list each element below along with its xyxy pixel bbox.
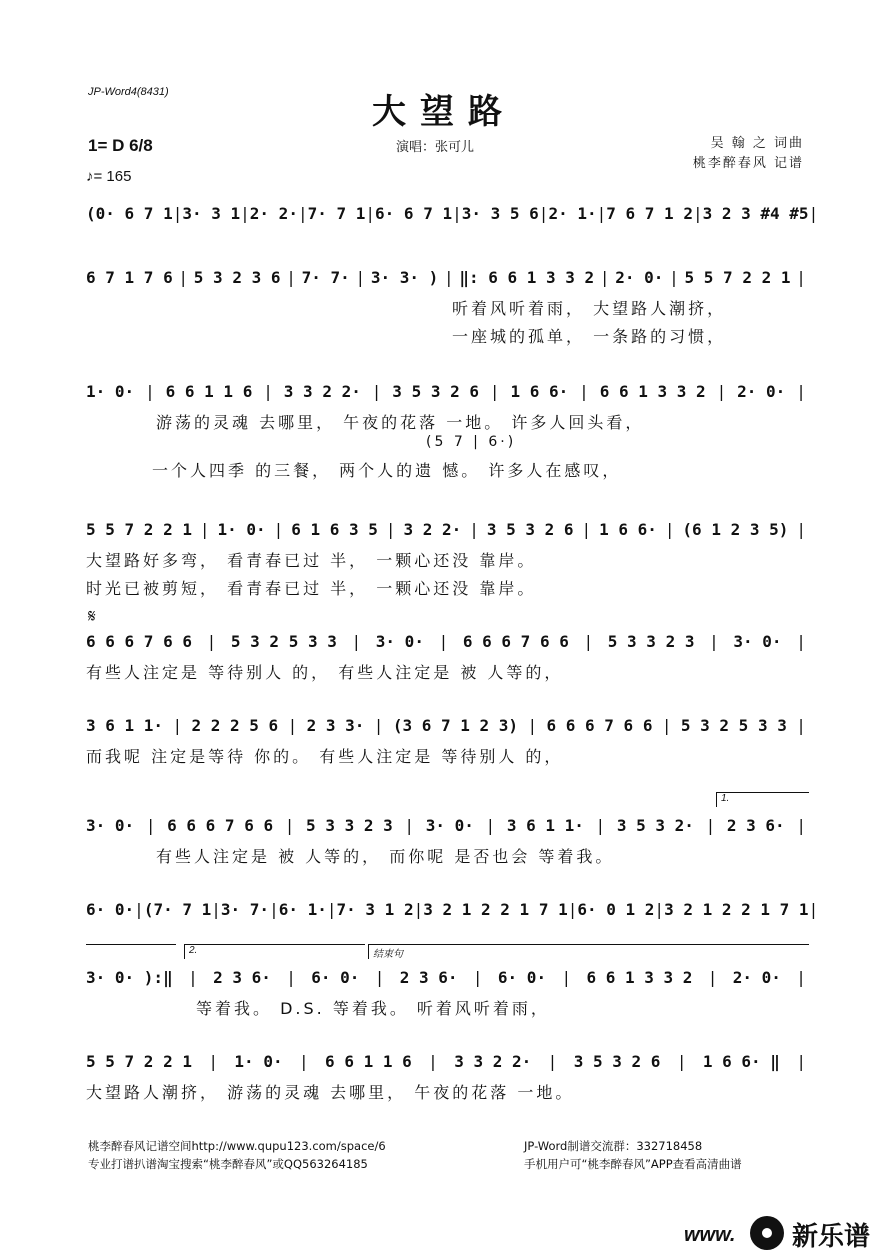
barline: | bbox=[669, 267, 679, 287]
lyric-verse-1: 而我呢 注定是等待 你的。 有些人注定是 等待别人 的， bbox=[86, 747, 564, 766]
barline: | bbox=[443, 267, 454, 287]
measure: 7· 3 1 2 bbox=[336, 899, 414, 919]
footer-qq-group: JP-Word制谱交流群：332718458 bbox=[524, 1139, 703, 1153]
second-ending-bracket: 2. bbox=[184, 944, 365, 959]
tempo-mark: ♪= 165 bbox=[86, 168, 132, 185]
measure: 3 5 3 2 6 bbox=[486, 519, 574, 539]
footer-taobao-note: 专业打谱扒谱淘宝搜索“桃李醉春风”或QQ563264185 bbox=[88, 1157, 368, 1171]
measure: 1 6 6· ‖ bbox=[702, 1051, 780, 1071]
barline: | bbox=[287, 715, 298, 735]
notation-line bbox=[86, 264, 806, 290]
barline: | bbox=[808, 899, 819, 919]
lyric-verse-2: 一个人四季 的三餐， 两个人的遗 憾。 许多人在感叹， bbox=[152, 461, 622, 480]
measure: 3· 3 5 6 bbox=[461, 203, 539, 223]
barline: | bbox=[134, 899, 144, 919]
barline: | bbox=[796, 967, 806, 987]
barline: | bbox=[705, 815, 716, 835]
barline: | bbox=[438, 631, 449, 651]
barline: | bbox=[561, 967, 572, 987]
barline: | bbox=[326, 899, 337, 919]
measure: 6 6 1 1 6 bbox=[165, 381, 253, 401]
footer-space-link: 桃李醉春风记谱空间http://www.qupu123.com/space/6 bbox=[88, 1139, 386, 1153]
measure: 2 2 2 5 6 bbox=[191, 715, 279, 735]
barline: | bbox=[355, 267, 366, 287]
barline: | bbox=[547, 1051, 558, 1071]
barline: | bbox=[692, 203, 703, 223]
measure: 6· 0· bbox=[497, 967, 547, 987]
notation-line bbox=[86, 628, 806, 654]
measure: 2· 0· bbox=[615, 267, 664, 287]
lyric-verse-2: 一座城的孤单， 一条路的习惯， bbox=[452, 327, 727, 346]
barline: | bbox=[661, 715, 672, 735]
barline: | bbox=[284, 815, 295, 835]
measure: 6· 1· bbox=[278, 899, 327, 919]
measure: 3 6 1 1· bbox=[86, 715, 164, 735]
barline: | bbox=[208, 1051, 219, 1071]
barline: | bbox=[676, 1051, 687, 1071]
barline: | bbox=[527, 715, 538, 735]
barline: | bbox=[404, 815, 415, 835]
measure: 1· 0· bbox=[234, 1051, 283, 1071]
barline: | bbox=[297, 203, 308, 223]
barline: | bbox=[707, 967, 718, 987]
measure: 1· 0· bbox=[217, 519, 266, 539]
barline: | bbox=[796, 519, 806, 539]
transcriber-credit: 桃李醉春风 记谱 bbox=[692, 156, 804, 171]
barline: | bbox=[485, 815, 496, 835]
barline: | bbox=[469, 519, 479, 539]
measure: 3 3 2 2· bbox=[454, 1051, 532, 1071]
site-logo: 新乐谱 bbox=[792, 1222, 871, 1252]
measure: 1· 0· bbox=[86, 381, 135, 401]
variant-notes: (5 7 | 6·) bbox=[426, 434, 517, 450]
measure: 6· 0· bbox=[86, 899, 135, 919]
notation-line bbox=[86, 896, 819, 922]
measure: 3· 0· bbox=[733, 631, 782, 651]
measure: 3· 3· ) bbox=[370, 267, 439, 287]
barline: | bbox=[538, 203, 549, 223]
measure: 2 3 6· bbox=[726, 815, 785, 835]
barline: | bbox=[796, 1051, 806, 1071]
measure: 5 5 7 2 2 1 bbox=[684, 267, 791, 287]
barline: | bbox=[299, 1051, 309, 1071]
measure: 6 7 1 7 6 bbox=[86, 267, 173, 287]
barline: | bbox=[269, 899, 279, 919]
lyric-verse-1: 游荡的灵魂 去哪里， 午夜的花落 一地。 许多人回头看， bbox=[156, 413, 645, 432]
measure: 5 3 3 2 3 bbox=[306, 815, 393, 835]
coda-bracket: 结束句 bbox=[368, 944, 809, 959]
measure: 7· 7 1 bbox=[307, 203, 366, 223]
barline: | bbox=[579, 381, 589, 401]
measure: 6 6 1 3 3 2 bbox=[586, 967, 693, 987]
measure: 5 3 3 2 3 bbox=[607, 631, 695, 651]
notation-line bbox=[86, 516, 806, 542]
measure: 3 6 1 1· bbox=[506, 815, 584, 835]
lyric-verse-1: 有些人注定是 被 人等的， 而你呢 是否也会 等着我。 bbox=[156, 847, 615, 866]
barline: | bbox=[796, 715, 806, 735]
song-title: 大望路 bbox=[372, 92, 516, 132]
barline: | bbox=[654, 899, 665, 919]
barline: | bbox=[373, 715, 384, 735]
barline: | bbox=[583, 631, 594, 651]
barline: | bbox=[428, 1051, 438, 1071]
barline: | bbox=[452, 203, 462, 223]
measure: 3 3 2 2· bbox=[283, 381, 361, 401]
measure: (6 1 2 3 5) bbox=[682, 519, 789, 539]
measure: 3· 0· bbox=[425, 815, 474, 835]
barline: | bbox=[351, 631, 362, 651]
measure: 5 3 2 5 3 3 bbox=[230, 631, 337, 651]
barline: | bbox=[263, 381, 273, 401]
notation-line bbox=[86, 200, 819, 226]
barline: | bbox=[145, 381, 155, 401]
measure: 6 6 1 3 3 2 bbox=[599, 381, 706, 401]
barline: | bbox=[581, 519, 592, 539]
barline: | bbox=[796, 267, 806, 287]
barline: | bbox=[371, 381, 382, 401]
barline: | bbox=[567, 899, 578, 919]
measure: 1 6 6· bbox=[510, 381, 569, 401]
measure: 6· 6 7 1 bbox=[375, 203, 453, 223]
barline: | bbox=[716, 381, 727, 401]
barline: | bbox=[596, 203, 607, 223]
barline: | bbox=[172, 203, 183, 223]
barline: | bbox=[796, 381, 806, 401]
measure: 3· 3 1 bbox=[182, 203, 241, 223]
lyric-verse-1: 听着风听着雨， 大望路人潮挤， bbox=[452, 299, 727, 318]
barline: | bbox=[413, 899, 424, 919]
measure: 5 5 7 2 2 1 bbox=[86, 1051, 192, 1071]
barline: | bbox=[188, 967, 198, 987]
measure: 3· 7· bbox=[220, 899, 270, 919]
segno-mark: 𝄋 bbox=[88, 606, 96, 626]
measure: 2 3 6· bbox=[399, 967, 458, 987]
barline: | bbox=[273, 519, 284, 539]
barline: | bbox=[365, 203, 376, 223]
measure: 6· 0 1 2 bbox=[577, 899, 655, 919]
barline: | bbox=[599, 267, 610, 287]
barline: | bbox=[385, 519, 396, 539]
measure: 2· 1· bbox=[548, 203, 597, 223]
footer-app-note: 手机用户可“桃李醉春风”APP查看高清曲谱 bbox=[524, 1157, 742, 1171]
barline: | bbox=[472, 967, 483, 987]
measure: 2· 0· bbox=[737, 381, 786, 401]
barline: | bbox=[796, 815, 806, 835]
measure: ‖: 6 6 1 3 3 2 bbox=[459, 267, 595, 287]
notation-line bbox=[86, 812, 806, 838]
notation-line bbox=[86, 712, 806, 738]
measure: 2 3 6· bbox=[213, 967, 271, 987]
barline: | bbox=[240, 203, 250, 223]
barline: | bbox=[211, 899, 221, 919]
watermark-www: www. bbox=[684, 1224, 736, 1246]
barline: | bbox=[172, 715, 183, 735]
lyric-verse-1: 大望路好多弯， 看青春已过 半， 一颗心还没 靠岸。 bbox=[86, 551, 537, 570]
barline: | bbox=[489, 381, 500, 401]
barline: | bbox=[145, 815, 156, 835]
measure: 3· 0· bbox=[375, 631, 424, 651]
measure: 5 3 2 3 6 bbox=[193, 267, 281, 287]
measure: 6 6 6 7 6 6 bbox=[86, 631, 192, 651]
notation-line bbox=[86, 378, 806, 404]
software-label: JP-Word4(8431) bbox=[88, 86, 169, 98]
barline: | bbox=[286, 267, 296, 287]
measure: 3 2 3 #4 #5 bbox=[702, 203, 809, 223]
lyricist-credit: 吴 翰 之 词曲 bbox=[710, 136, 804, 151]
barline: | bbox=[374, 967, 385, 987]
measure: 2· 0· bbox=[732, 967, 781, 987]
barline: | bbox=[709, 631, 719, 651]
first-ending-bracket: 1. bbox=[716, 792, 809, 807]
barline: | bbox=[664, 519, 675, 539]
measure: 3· 0· bbox=[86, 815, 135, 835]
measure: 3 5 3 2 6 bbox=[573, 1051, 661, 1071]
barline: | bbox=[286, 967, 296, 987]
lyric-verse-1: 等着我。 D.S. 等着我。 听着风听着雨， bbox=[196, 999, 550, 1018]
measure: 3 2 1 2 2 1 7 1 bbox=[664, 899, 809, 919]
lyric-verse-1: 有些人注定是 等待别人 的， 有些人注定是 被 人等的， bbox=[86, 663, 564, 682]
measure: 6 6 6 7 6 6 bbox=[546, 715, 653, 735]
measure: 5 3 2 5 3 3 bbox=[680, 715, 787, 735]
measure: 6· 0· bbox=[311, 967, 360, 987]
singer-credit: 演唱：张可儿 bbox=[396, 140, 475, 155]
measure: 6 6 6 7 6 6 bbox=[167, 815, 274, 835]
measure: 1 6 6· bbox=[599, 519, 657, 539]
barline: | bbox=[199, 519, 210, 539]
measure: (7· 7 1 bbox=[143, 899, 212, 919]
logo-disc-icon bbox=[750, 1216, 784, 1250]
measure: 6 1 6 3 5 bbox=[291, 519, 378, 539]
barline: | bbox=[796, 631, 806, 651]
measure: (3 6 7 1 2 3) bbox=[392, 715, 519, 735]
measure: 2 3 3· bbox=[306, 715, 365, 735]
measure: 6 6 6 7 6 6 bbox=[462, 631, 569, 651]
lyric-verse-1: 大望路人潮挤， 游荡的灵魂 去哪里， 午夜的花落 一地。 bbox=[86, 1083, 575, 1102]
key-signature: 1= D 6/8 bbox=[88, 136, 153, 155]
barline: | bbox=[178, 267, 189, 287]
measure: 3· 0· ):‖ bbox=[86, 967, 173, 987]
measure: (0· 6 7 1 bbox=[86, 203, 173, 223]
notation-line bbox=[86, 1048, 806, 1074]
measure: 2· 2· bbox=[249, 203, 298, 223]
lyric-verse-2: 时光已被剪短， 看青春已过 半， 一颗心还没 靠岸。 bbox=[86, 579, 537, 598]
first-ending-continuation bbox=[86, 944, 176, 959]
measure: 7· 7· bbox=[301, 267, 350, 287]
measure: 6 6 1 1 6 bbox=[325, 1051, 412, 1071]
measure: 3 2 2· bbox=[403, 519, 462, 539]
barline: | bbox=[595, 815, 606, 835]
measure: 5 5 7 2 2 1 bbox=[86, 519, 192, 539]
measure: 3 5 3 2· bbox=[616, 815, 694, 835]
measure: 7 6 7 1 2 bbox=[606, 203, 693, 223]
measure: 3 2 1 2 2 1 7 1 bbox=[423, 899, 568, 919]
barline: | bbox=[206, 631, 217, 651]
measure: 3 5 3 2 6 bbox=[392, 381, 479, 401]
barline: | bbox=[808, 203, 819, 223]
notation-line bbox=[86, 964, 806, 990]
